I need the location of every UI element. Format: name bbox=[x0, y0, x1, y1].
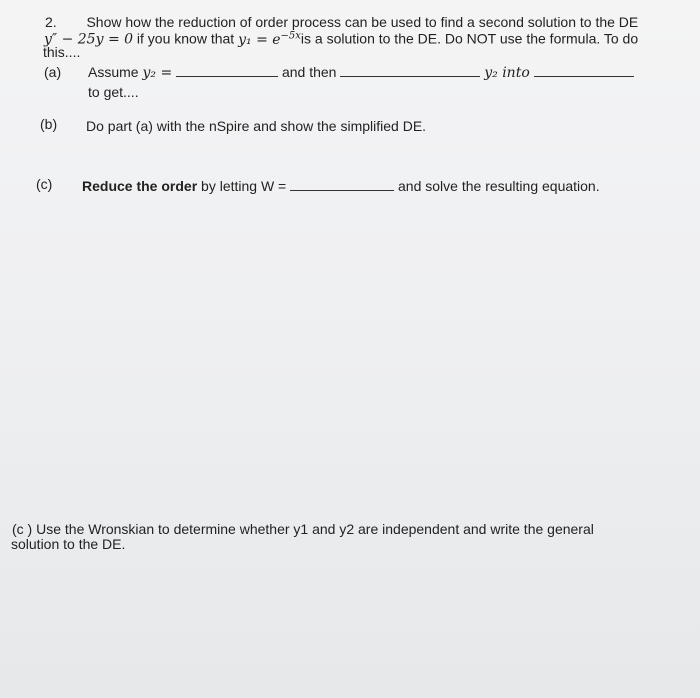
part-a-label: (a) bbox=[44, 64, 62, 80]
problem-condition: if you know that bbox=[136, 30, 235, 47]
problem-line-3: this.... bbox=[43, 44, 81, 60]
problem-instruction: is a solution to the DE. Do NOT use the formula. To do bbox=[300, 30, 639, 47]
problem-intro: Show how the reduction of order process can be used to find a second solution to the DE bbox=[86, 14, 639, 30]
part-a-to-get: to get.... bbox=[88, 84, 139, 100]
wronskian-line-2: solution to the DE. bbox=[11, 536, 126, 552]
problem-line-1 bbox=[45, 14, 638, 30]
y1-expression: $y_1 = e^{-5x}$ bbox=[238, 30, 301, 48]
answer-blank-then[interactable] bbox=[340, 64, 480, 77]
answer-blank-into[interactable] bbox=[534, 64, 634, 77]
answer-blank-y2[interactable] bbox=[176, 64, 278, 77]
part-b-label: (b) bbox=[40, 116, 58, 132]
differential-equation: y″ − 25y = 0 bbox=[44, 31, 134, 48]
problem-line-2 bbox=[44, 30, 638, 48]
part-b-text: Do part (a) with the nSpire and show the simplified DE. bbox=[86, 118, 427, 134]
wronskian-line-1: (c ) Use the Wronskian to determine whether y1 and y2 are independent and write the general bbox=[12, 521, 594, 537]
part-c-label: (c) bbox=[36, 176, 53, 192]
part-c-line: Reduce the order by letting W = and solve the resulting equation. bbox=[82, 178, 600, 194]
answer-blank-w[interactable] bbox=[290, 178, 394, 191]
problem-number: 2. bbox=[45, 14, 57, 30]
part-a-line: Assume y₂ = and then y₂ into bbox=[88, 64, 634, 81]
